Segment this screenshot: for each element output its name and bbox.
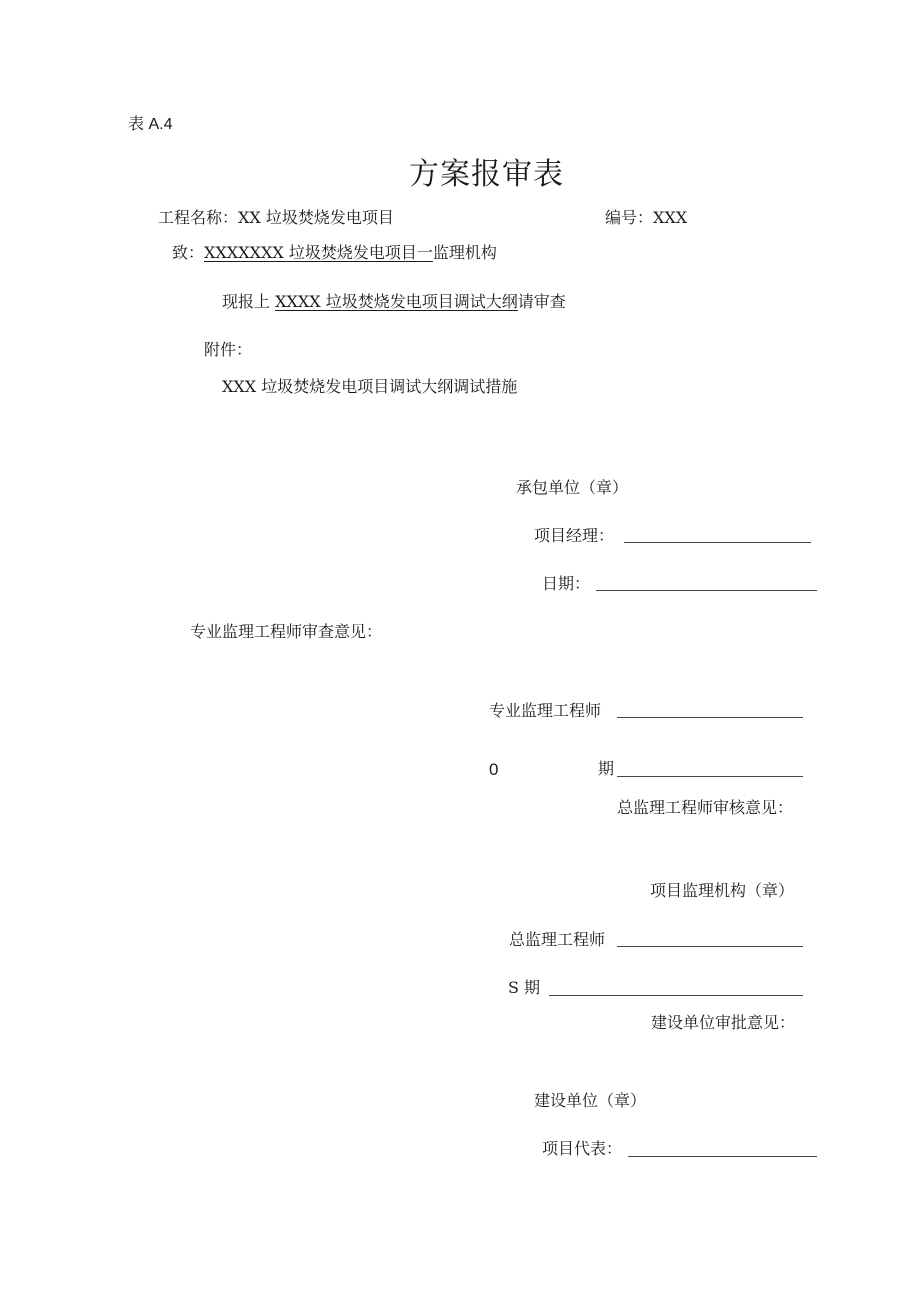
chief-engineer-label: 总监理工程师 [509,930,606,949]
specialist-date-prefix: 0 [489,760,499,779]
owner-opinion-label: 建设单位审批意见： [651,1013,796,1032]
specialist-opinion-label: 专业监理工程师审查意见： [190,622,383,641]
chief-org-label: 项目监理机构（章） [650,881,795,900]
addressee-row [172,245,497,261]
chief-opinion-label: 总监理工程师审核意见： [617,798,794,817]
page-title: 方案报审表 [409,157,564,192]
serial-value: XXX [653,208,688,227]
owner-rep-signature-line[interactable] [628,1156,817,1157]
contractor-date-label: 日期： [542,574,591,593]
form-number: 表 A.4 [128,116,173,133]
project-name-row [158,210,394,226]
chief-date-label: S 期 [508,978,541,997]
attachment-label: 附件： [204,340,253,359]
project-name-value: XX 垃圾焚烧发电项目 [238,208,394,227]
specialist-date-line[interactable] [617,776,803,777]
addressee-dash: 一 [416,243,433,262]
owner-rep-label: 项目代表： [542,1139,623,1158]
addressee-prefix: 致： [172,243,205,262]
submission-prefix: 现报上 [222,292,276,311]
chief-date-line[interactable] [549,995,803,996]
specialist-engineer-label: 专业监理工程师 [489,701,602,720]
submission-suffix: 请审查 [517,292,566,311]
contractor-unit: 承包单位（章） [516,478,629,497]
serial-label: 编号： [605,208,654,227]
addressee-suffix: 监理机构 [432,243,497,262]
chief-engineer-signature-line[interactable] [617,946,803,947]
attachment-item: XXX 垃圾焚烧发电项目调试大纲调试措施 [222,377,518,396]
submission-document: XXXX 垃圾焚烧发电项目调试大纲 [275,292,518,311]
submission-row [222,294,566,310]
addressee-name: XXXXXXX 垃圾焚烧发电项目一 [204,243,433,262]
project-name-label: 工程名称： [158,208,239,227]
contractor-manager-signature-line[interactable] [624,542,811,543]
contractor-manager-label: 项目经理： [534,526,615,545]
serial-row [605,210,687,226]
specialist-engineer-signature-line[interactable] [617,717,803,718]
specialist-date-label: 期 [598,759,615,778]
owner-unit-label: 建设单位（章） [534,1091,647,1110]
contractor-date-line[interactable] [596,590,817,591]
